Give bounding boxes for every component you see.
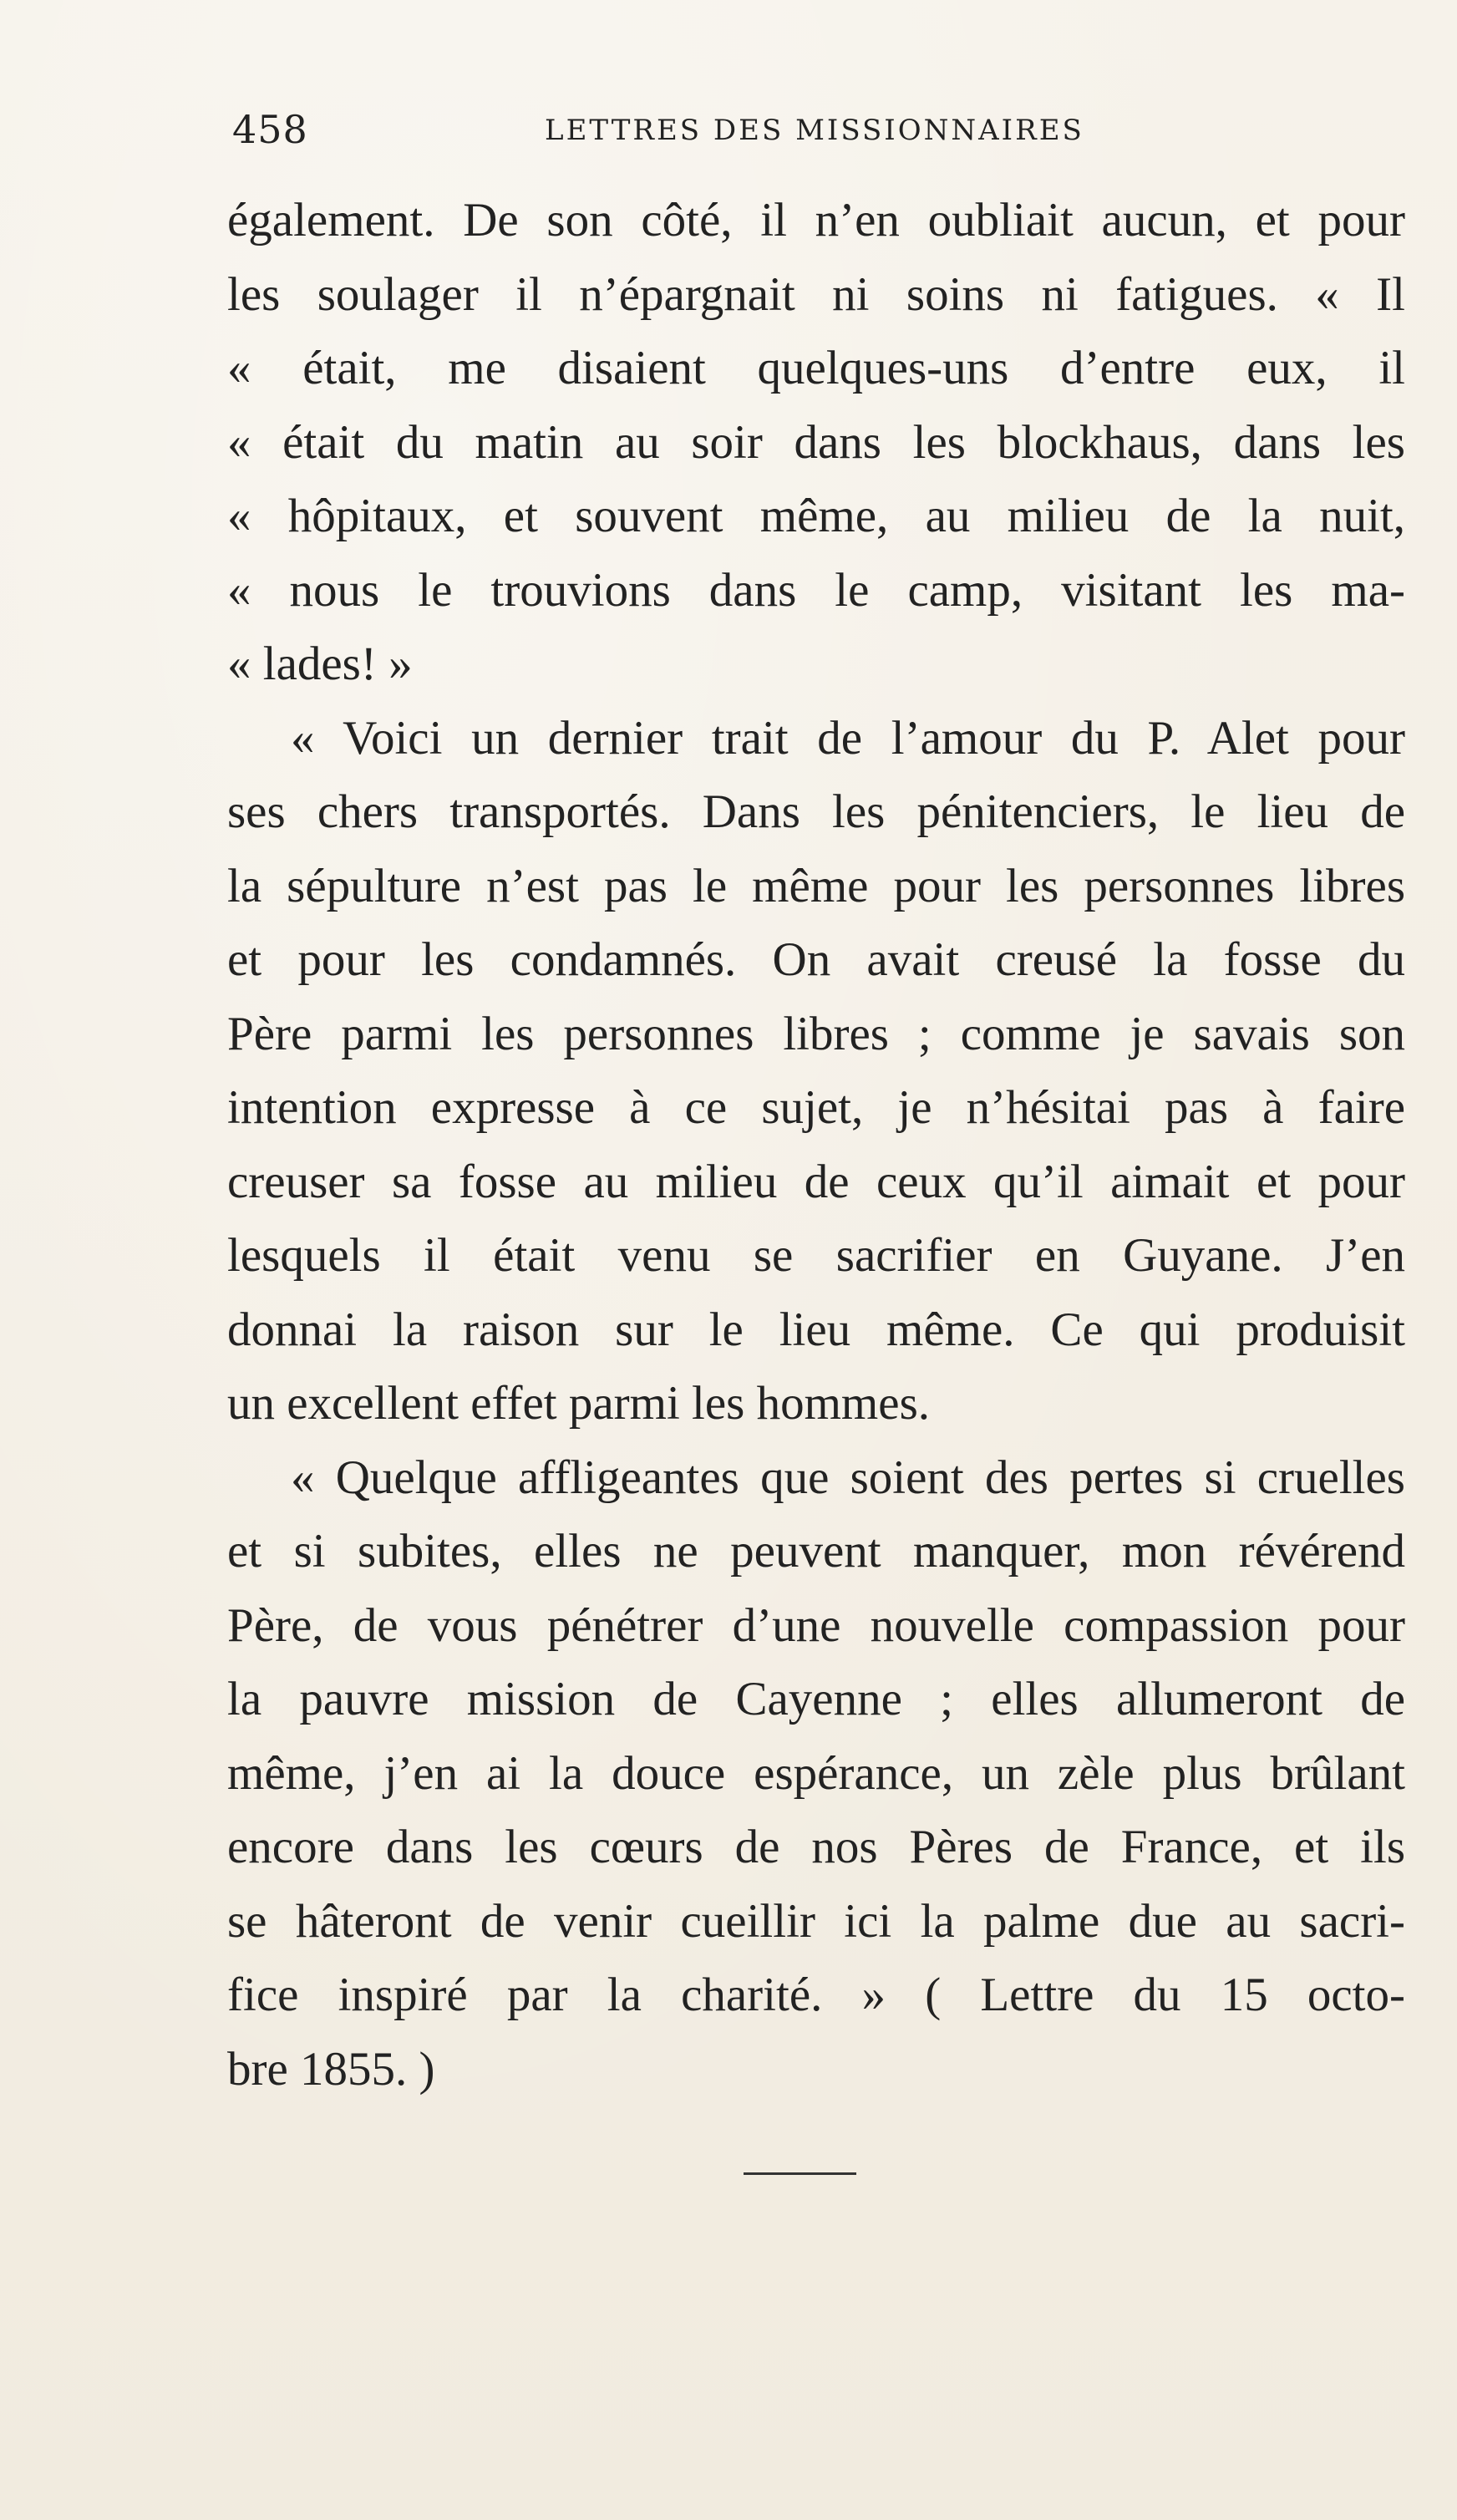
paragraph-start-line: « Voici un dernier trait de l’amour du P. Alet pour: [291, 711, 1405, 765]
paragraph-start-line: « Quelque affligeantes que soient des pertes si cruelles: [291, 1451, 1405, 1504]
text-line: intention expresse à ce sujet, je n’hésitai pas à faire: [227, 1081, 1405, 1134]
running-title: LETTRES DES MISSIONNAIRES: [545, 114, 1084, 147]
page-number: 458: [232, 107, 308, 152]
text-line: Père, de vous pénétrer d’une nouvelle compassion pour: [227, 1598, 1405, 1652]
text-line: un excellent effet parmi les hommes.: [227, 1377, 931, 1430]
text-line: la sépulture n’est pas le même pour les personnes libres: [227, 859, 1405, 912]
text-line: creuser sa fosse au milieu de ceux qu’il aimait et pour: [227, 1155, 1405, 1208]
section-divider: [744, 2172, 856, 2175]
text-line: bre 1855. ): [227, 2042, 435, 2096]
text-line: se hâteront de venir cueillir ici la palme due au sacri-: [227, 1894, 1405, 1948]
text-line: « était du matin au soir dans les blockhaus, dans les: [227, 415, 1405, 469]
text-line: et pour les condamnés. On avait creusé la fosse du: [227, 933, 1405, 986]
body-text: [227, 184, 1405, 2106]
text-line: fice inspiré par la charité. » ( Lettre du 15 octo-: [227, 1969, 1405, 2021]
text-line: la pauvre mission de Cayenne ; elles allumeront de: [227, 1673, 1405, 1725]
text-line: « était, me disaient quelques-uns d’entre eux, il: [227, 342, 1405, 394]
page-header: [232, 107, 1402, 157]
text-line: également. De son côté, il n’en oubliait aucun, et pour: [227, 194, 1405, 246]
text-line: encore dans les cœurs de nos Pères de France, et ils: [227, 1821, 1405, 1873]
text-line: ses chers transportés. Dans les pénitenciers, le lieu de: [227, 785, 1405, 838]
text-line: « hôpitaux, et souvent même, au milieu de la nuit,: [227, 490, 1405, 542]
text-line: « lades! »: [227, 638, 413, 690]
text-line: les soulager il n’épargnait ni soins ni fatigues. « Il: [227, 267, 1405, 321]
text-line: « nous le trouvions dans le camp, visitant les ma-: [227, 563, 1405, 617]
text-line: et si subites, elles ne peuvent manquer, mon révérend: [227, 1525, 1405, 1578]
text-line: même, j’en ai la douce espérance, un zèle plus brûlant: [227, 1746, 1405, 1800]
text-line: lesquels il était venu se sacrifier en Guyane. J’en: [227, 1229, 1405, 1282]
text-line: donnai la raison sur le lieu même. Ce qui produisit: [227, 1303, 1405, 1356]
text-line: Père parmi les personnes libres ; comme je savais son: [227, 1007, 1405, 1060]
